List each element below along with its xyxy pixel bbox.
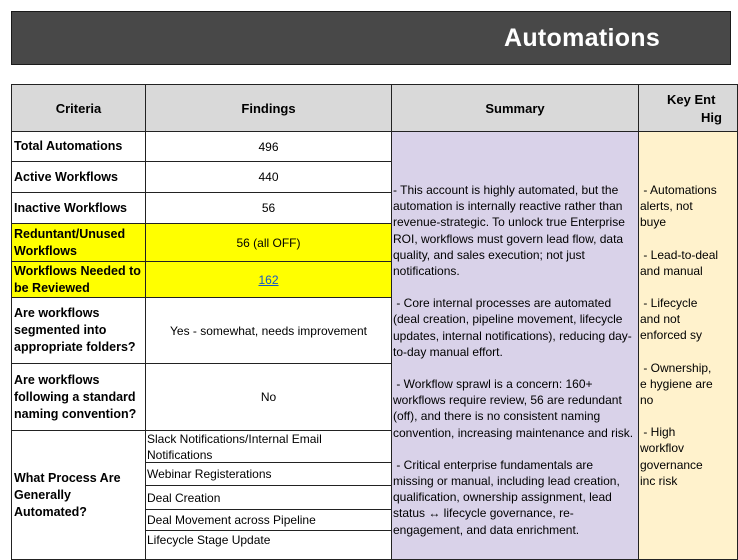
process-item	[145, 430, 392, 463]
criteria-active-workflows	[11, 161, 146, 193]
criteria-label: Are workflows following a standard naming convention?	[14, 372, 137, 421]
criteria-label: Active Workflows	[14, 169, 118, 184]
process-item	[145, 462, 392, 486]
criteria-label: Total Automations	[14, 139, 123, 153]
header-summary	[391, 84, 639, 132]
finding-value: 440	[258, 170, 279, 184]
process-item-label: Deal Creation	[147, 490, 221, 505]
finding-folder-segmentation	[145, 297, 392, 364]
criteria-label: Are workflows segmented into appropriate folders?	[14, 306, 136, 354]
process-item-label: Slack Notifications/Internal Email Notifications	[147, 431, 322, 462]
criteria-total-automations	[11, 131, 146, 162]
criteria-label: What Process Are Generally Automated?	[14, 470, 121, 519]
finding-value: 56	[261, 201, 276, 215]
finding-total-automations	[145, 131, 392, 162]
process-item-label: Deal Movement across Pipeline	[147, 513, 316, 527]
header-key-line-2: Hig	[701, 110, 722, 125]
criteria-label: Inactive Workflows	[14, 200, 127, 215]
criteria-inactive-workflows	[11, 192, 146, 224]
header-findings-label: Findings	[241, 100, 296, 116]
finding-workflows-to-review	[145, 261, 392, 298]
header-criteria-label: Criteria	[55, 100, 102, 116]
criteria-redundant-workflows	[11, 223, 146, 262]
key-enterprise-cell	[638, 131, 738, 560]
summary-paragraph: - Core internal processes are automated (deal creation, pipeline movement, lifecycle updates, internal notifications), reducing day-to-day manual effort.	[393, 296, 632, 359]
key-enterprise-item: - Lead-to-deal and manual	[640, 247, 722, 278]
finding-value: 496	[258, 139, 279, 154]
header-key-line-1: Key Ent	[667, 92, 716, 107]
criteria-label: Reduntant/Unused Workflows	[14, 226, 126, 258]
process-item-label: Webinar Registerations	[147, 467, 272, 481]
summary-paragraph: - This account is highly automated, but the automation is internally reactive rather than revenue-strategic. To unlock true Enterprise ROI, workflows must govern lead flow, data quality, and sales execution; not just notifications.	[393, 183, 629, 279]
workflows-to-review-link[interactable]: 162	[258, 272, 279, 287]
finding-redundant-workflows	[145, 223, 392, 262]
process-item	[145, 509, 392, 531]
header-findings	[145, 84, 392, 132]
summary-paragraph: - Critical enterprise fundamentals are missing or manual, including lead creation, qualification, ownership assignment, lead status ↔ lifecycle governance, re-engagement, and data enrichment.	[393, 457, 624, 537]
criteria-label: Workflows Needed to be Reviewed	[14, 263, 141, 295]
header-key-enterprise	[638, 84, 738, 132]
criteria-workflows-to-review	[11, 261, 146, 298]
finding-value: Yes - somewhat, needs improvement	[170, 323, 367, 338]
process-item-label: Lifecycle Stage Update	[147, 533, 271, 547]
header-summary-label: Summary	[485, 100, 545, 116]
summary-cell	[391, 131, 639, 560]
key-enterprise-item: - Automations alerts, not buye	[640, 183, 721, 230]
header-criteria	[11, 84, 146, 132]
finding-naming-convention	[145, 363, 392, 431]
key-enterprise-item: - Lifecycle and not enforced sy	[640, 296, 703, 343]
criteria-automated-processes	[11, 430, 146, 560]
title-bar	[11, 11, 731, 65]
finding-value: 56 (all OFF)	[236, 235, 301, 250]
summary-paragraph: - Workflow sprawl is a concern: 160+ workflows require review, 56 are redundant (off), and there is no consistent naming convention, increasing maintenance and risk.	[393, 377, 634, 440]
page-title: Automations	[504, 24, 661, 52]
finding-value: No	[260, 390, 277, 404]
process-item	[145, 530, 392, 560]
finding-inactive-workflows	[145, 192, 392, 224]
process-item	[145, 485, 392, 510]
criteria-folder-segmentation	[11, 297, 146, 364]
criteria-naming-convention	[11, 363, 146, 431]
finding-active-workflows	[145, 161, 392, 193]
key-enterprise-item: - High workflov governance inc risk	[640, 425, 707, 488]
key-enterprise-item: - Ownership, e hygiene are no	[640, 360, 717, 408]
